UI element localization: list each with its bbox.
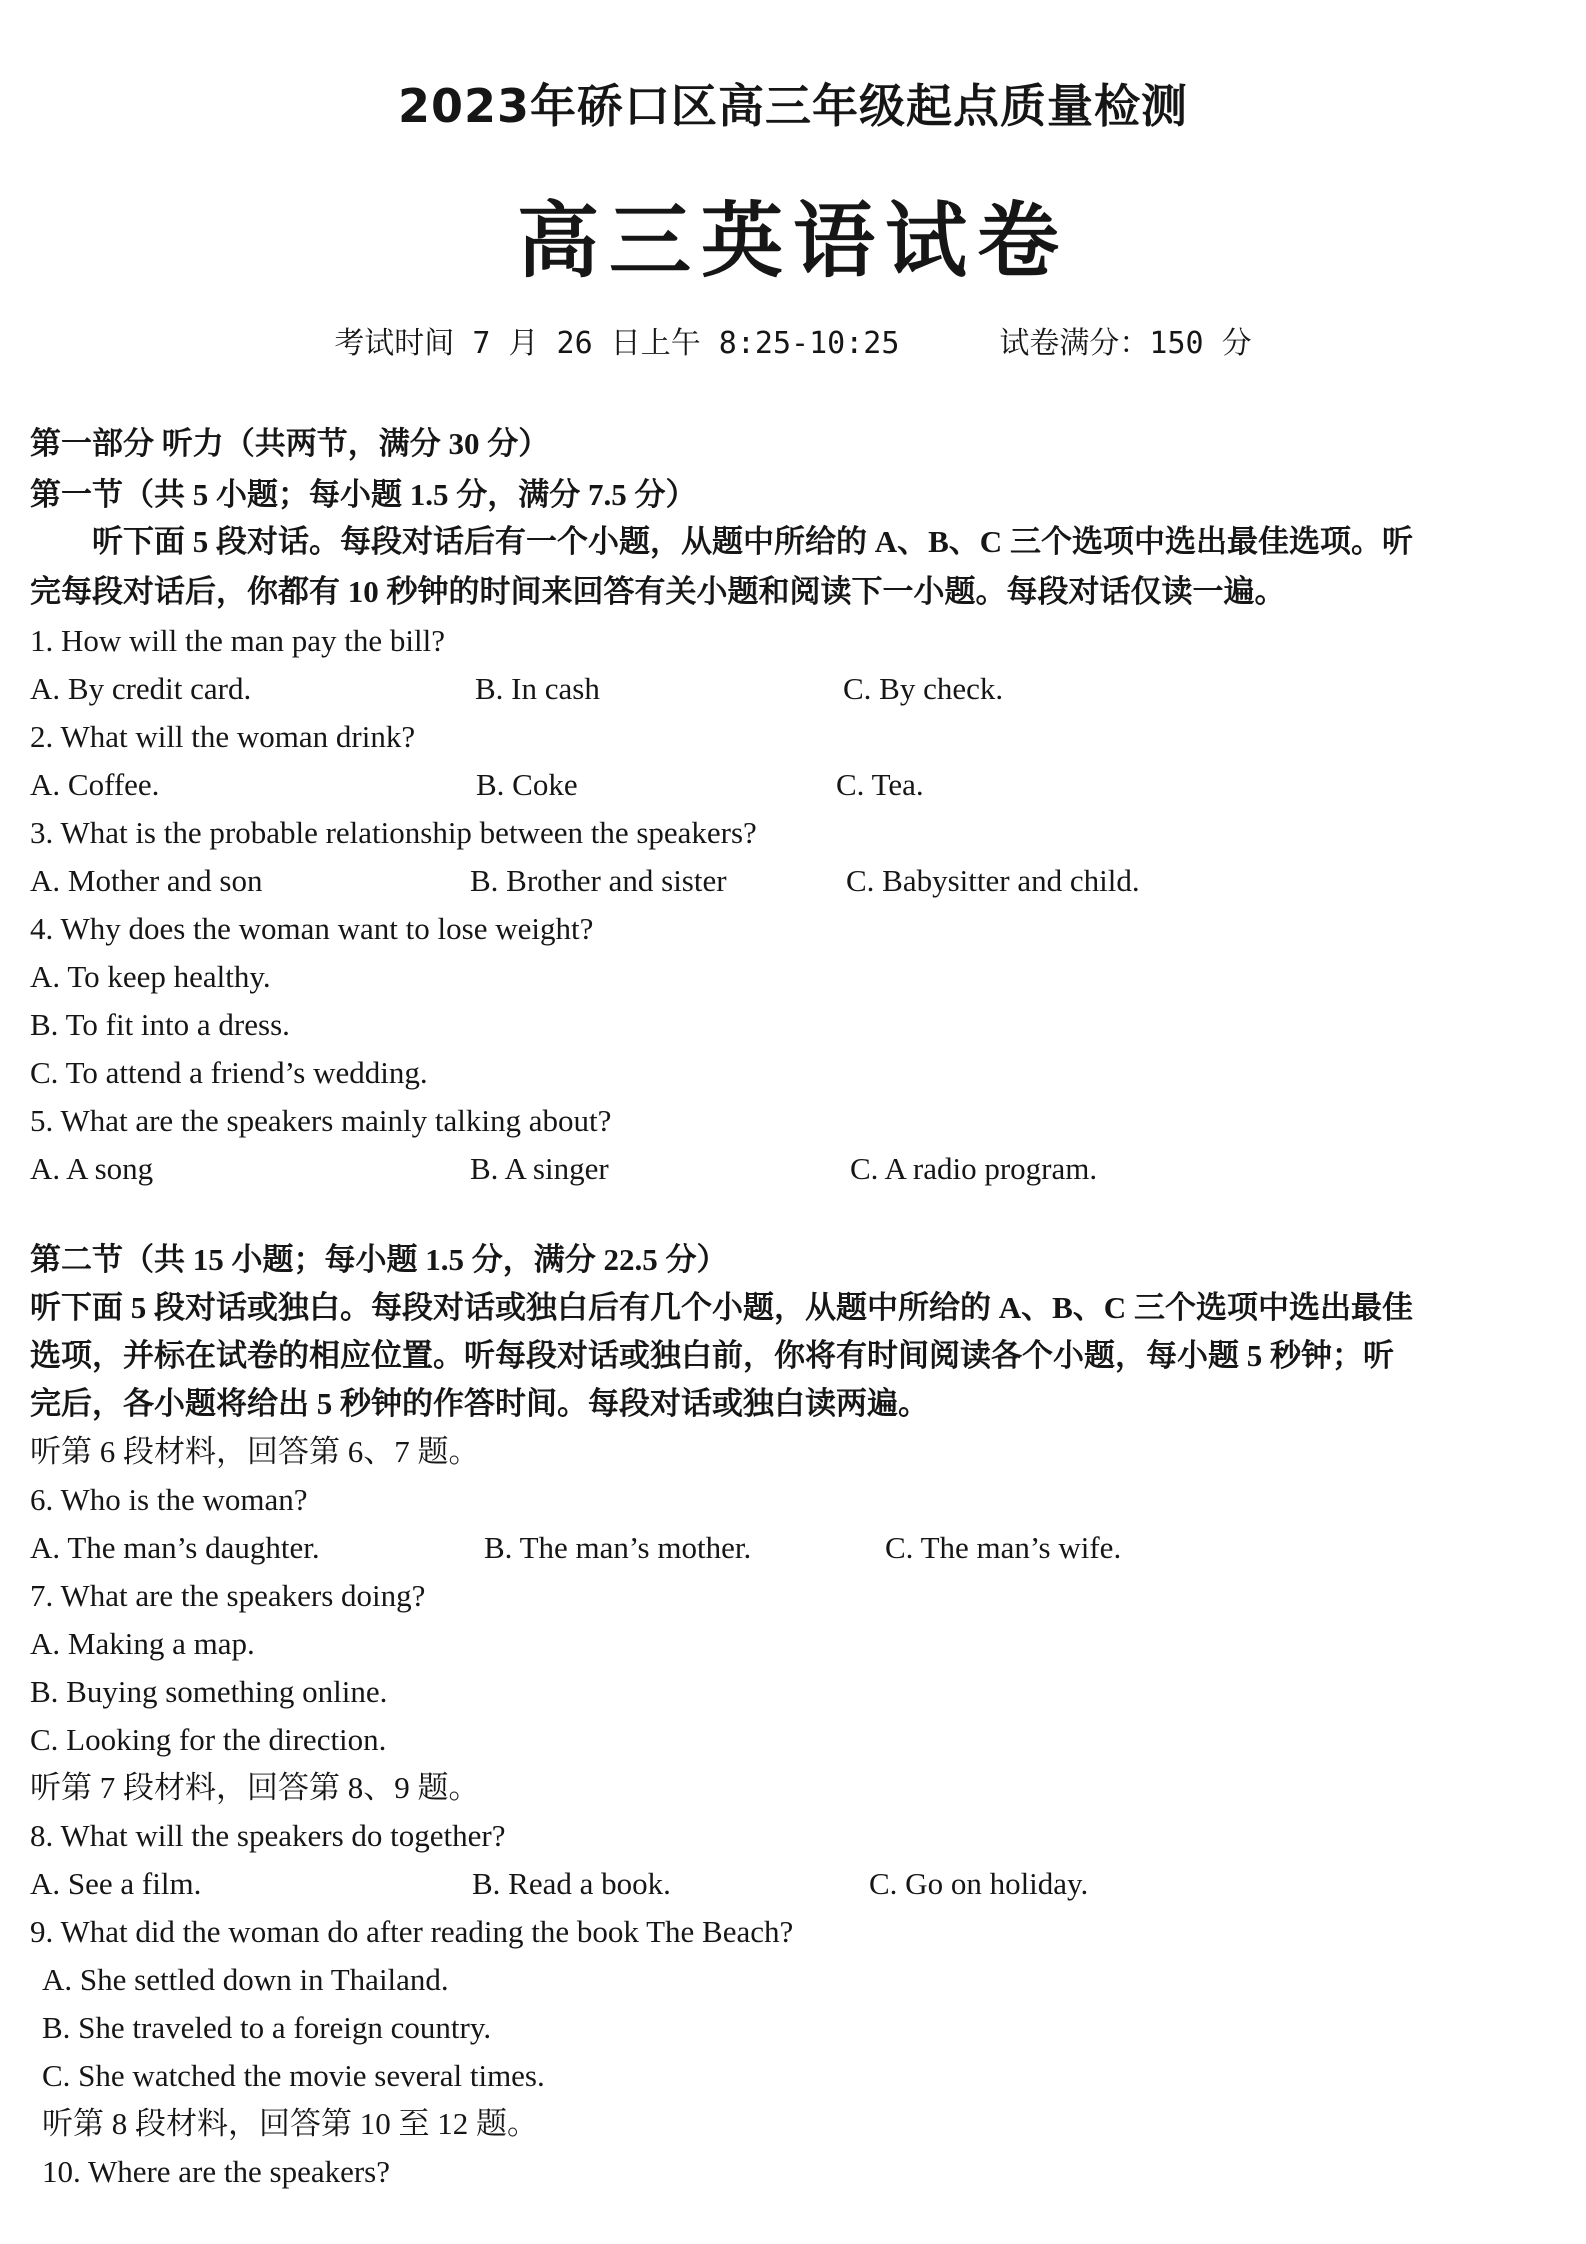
answer-option: B. The man’s mother. (484, 1530, 752, 1565)
answer-option: A. To keep healthy. (30, 959, 271, 994)
section2-instruction-line: 听下面 5 段对话或独白。每段对话或独白后有几个小题，从题中所给的 A、B、C 三个选项中选出最佳 (30, 1290, 1413, 1325)
part1-heading: 第一部分 听力（共两节，满分 30 分） (30, 426, 550, 461)
answer-option: A. Making a map. (30, 1626, 255, 1661)
question-stem: 2. What will the woman drink? (30, 719, 416, 754)
answer-option: B. She traveled to a foreign country. (42, 2010, 492, 2045)
answer-option: B. Read a book. (472, 1866, 671, 1901)
answer-option: A. A song (30, 1151, 154, 1186)
answer-option: A. By credit card. (30, 671, 252, 706)
question-stem: 6. Who is the woman? (30, 1482, 308, 1517)
full-score: 试卷满分：150 分 (999, 326, 1252, 361)
answer-option: B. Buying something online. (30, 1674, 388, 1709)
answer-option: A. Coffee. (30, 767, 160, 802)
answer-option: C. Babysitter and child. (846, 863, 1140, 898)
answer-option: B. A singer (470, 1151, 609, 1186)
answer-option: B. Coke (476, 767, 578, 802)
section2-instruction-line: 完后，各小题将给出 5 秒钟的作答时间。每段对话或独白读两遍。 (30, 1386, 929, 1421)
answer-option: C. Tea. (836, 767, 924, 802)
section2-instruction-line: 选项，并标在试卷的相应位置。听每段对话或独白前，你将有时间阅读各个小题，每小题 5 秒钟；听 (30, 1338, 1394, 1373)
answer-option: C. The man’s wife. (885, 1530, 1122, 1565)
answer-option: A. She settled down in Thailand. (42, 1962, 449, 1997)
answer-option: C. By check. (843, 671, 1004, 706)
answer-option: C. Looking for the direction. (30, 1722, 387, 1757)
section1-instruction-line: 完每段对话后，你都有 10 秒钟的时间来回答有关小题和阅读下一小题。每段对话仅读一遍。 (30, 574, 1286, 609)
answer-option: A. The man’s daughter. (30, 1530, 320, 1565)
answer-option: C. She watched the movie several times. (42, 2058, 545, 2093)
question-stem: 8. What will the speakers do together? (30, 1818, 506, 1853)
question-stem: 4. Why does the woman want to lose weight? (30, 911, 594, 946)
question-stem: 7. What are the speakers doing? (30, 1578, 426, 1613)
question-stem: 10. Where are the speakers? (42, 2154, 390, 2189)
answer-option: C. To attend a friend’s wedding. (30, 1055, 428, 1090)
exam-time: 考试时间 7 月 26 日上午 8:25-10:25 (334, 326, 900, 361)
section1-instruction-line: 听下面 5 段对话。每段对话后有一个小题，从题中所给的 A、B、C 三个选项中选出最佳选项。听 (30, 524, 1413, 559)
answer-option: B. In cash (475, 671, 600, 706)
question-stem: 9. What did the woman do after reading the book The Beach? (30, 1914, 794, 1949)
question-stem: 5. What are the speakers mainly talking about? (30, 1103, 612, 1138)
answer-option: B. To fit into a dress. (30, 1007, 290, 1042)
answer-option: C. A radio program. (850, 1151, 1098, 1186)
answer-option: B. Brother and sister (470, 863, 727, 898)
exam-title: 2023年硚口区高三年级起点质量检测 (397, 79, 1189, 133)
section1-heading: 第一节（共 5 小题；每小题 1.5 分，满分 7.5 分） (30, 477, 697, 512)
answer-option: C. Go on holiday. (869, 1866, 1089, 1901)
material-note: 听第 6 段材料，回答第 6、7 题。 (30, 1434, 480, 1469)
answer-option: A. Mother and son (30, 863, 263, 898)
material-note: 听第 7 段材料，回答第 8、9 题。 (30, 1770, 480, 1805)
exam-subtitle: 高三英语试卷 (516, 193, 1069, 289)
question-stem: 3. What is the probable relationship between the speakers? (30, 815, 757, 850)
question-stem: 1. How will the man pay the bill? (30, 623, 445, 658)
material-note: 听第 8 段材料，回答第 10 至 12 题。 (42, 2106, 538, 2141)
section2-heading: 第二节（共 15 小题；每小题 1.5 分，满分 22.5 分） (30, 1242, 728, 1277)
answer-option: A. See a film. (30, 1866, 202, 1901)
exam-info (0, 318, 1586, 362)
